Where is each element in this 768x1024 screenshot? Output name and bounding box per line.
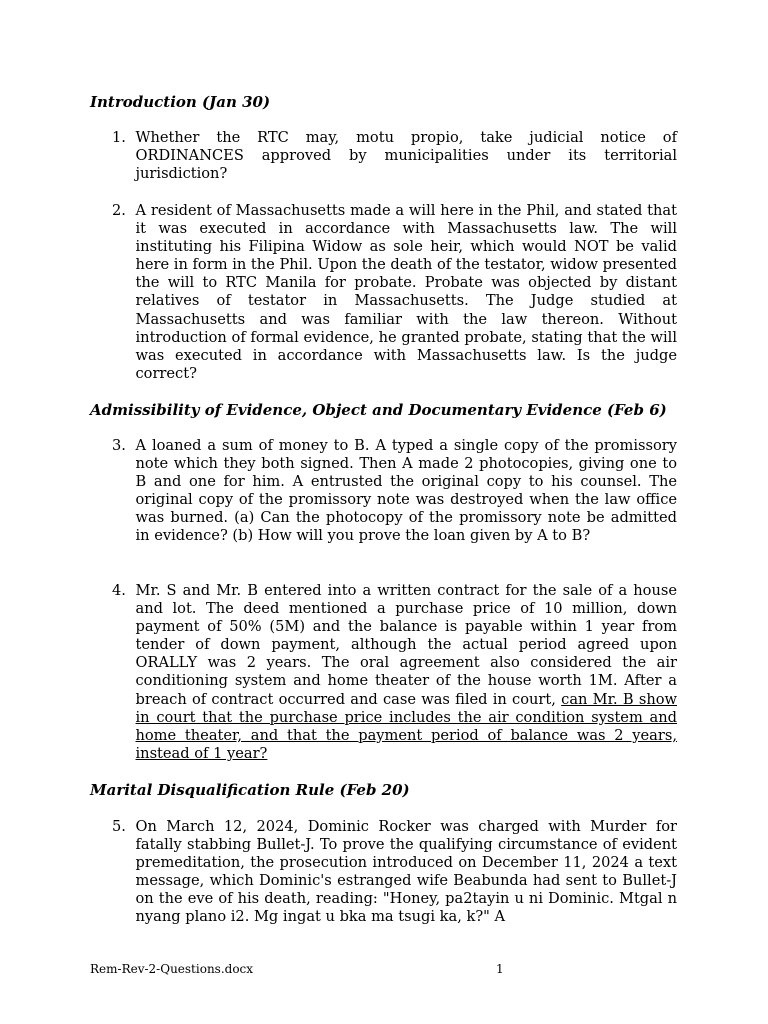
question-number: 5. (112, 818, 126, 835)
section-heading: Admissibility of Evidence, Object and Documentary Evidence (Feb 6) (90, 401, 667, 419)
question-number: 2. (112, 202, 126, 219)
question-item (90, 582, 677, 763)
footer-page-number: 1 (496, 962, 504, 976)
section-heading: Introduction (Jan 30) (90, 93, 271, 111)
question-text-plain: Mr. S and Mr. B entered into a written contract for the sale of a house and lot. The deed mentioned a purchase price of 10 million, down payment of 50% (5M) and the balance is payable within 1 year from tender of down payment, although the actual period agreed upon ORALLY was 2 years. The oral agreement also considered the air conditioning system and home theater of the house worth 1M. After a breach of contract occurred and case was filed in court, (135, 582, 677, 708)
question-item (90, 129, 677, 183)
question-item (90, 818, 677, 927)
question-text: On March 12, 2024, Dominic Rocker was charged with Murder for fatally stabbing Bullet-J. To prove the qualifying circumstance of evident premeditation, the prosecution introduced on December 11, 2024 a text message, which Dominic's estranged wife Beabunda had sent to Bullet-J on the eve of his death, reading: "Honey, pa2tayin u ni Dominic. Mtgal n nyang plano i2. Mg ingat u bka ma tsugi ka, k?" A (135, 818, 677, 926)
question-text (136, 582, 678, 763)
question-text: A loaned a sum of money to B. A typed a single copy of the promissory note which they both signed. Then A made 2 photocopies, giving one to B and one for him. A entrusted the original copy to his counsel. The original copy of the promissory note was destroyed when the law office was burned. (a) Can the photocopy of the promissory note be admitted in evidence? (b) How will you prove the loan given by A to B? (135, 437, 677, 545)
footer-filename: Rem-Rev-2-Questions.docx (90, 962, 254, 976)
question-text-underlined: can Mr. B show in court that the purchase price includes the air condition system and home theater, and that the payment period of balance was 2 years, instead of 1 year? (135, 690, 677, 762)
section-heading: Marital Disqualification Rule (Feb 20) (90, 781, 410, 799)
question-item (90, 202, 677, 383)
question-number: 4. (112, 582, 126, 599)
question-item (90, 437, 677, 546)
question-number: 3. (112, 437, 126, 454)
question-text: Whether the RTC may, motu propio, take judicial notice of ORDINANCES approved by municipalities under its territorial jurisdiction? (135, 129, 677, 183)
question-text: A resident of Massachusetts made a will here in the Phil, and stated that it was executed in accordance with Massachusetts law. The will instituting his Filipina Widow as sole heir, which would NOT be valid here in form in the Phil. Upon the death of the testator, widow presented the will to RTC Manila for probate. Probate was objected by distant relatives of testator in Massachusetts. The Judge studied at Massachusetts and was familiar with the law thereon. Without introduction of formal evidence, he granted probate, stating that the will was executed in accordance with Massachusetts law. Is the judge correct? (135, 202, 677, 382)
question-number: 1. (112, 129, 126, 146)
